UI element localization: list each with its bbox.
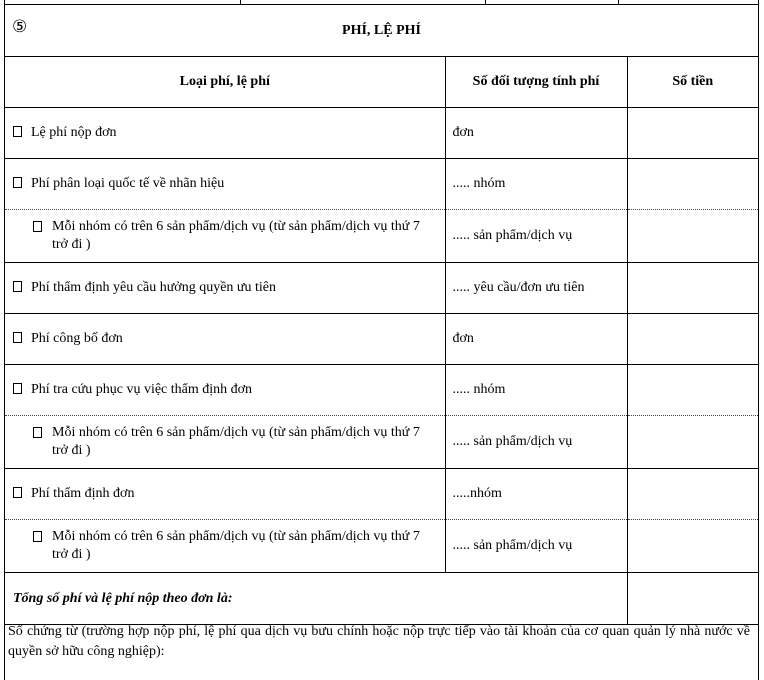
fee-count: ..... yêu cầu/đơn ưu tiên bbox=[445, 263, 627, 314]
table-row bbox=[5, 365, 758, 416]
section-number: ⑤ bbox=[12, 17, 28, 37]
fee-label-cell bbox=[5, 416, 445, 469]
fee-count: ..... nhóm bbox=[445, 159, 627, 210]
table-row bbox=[5, 108, 758, 159]
amount-cell[interactable] bbox=[627, 210, 758, 263]
fee-count: ..... sản phẩm/dịch vụ bbox=[445, 416, 627, 469]
amount-cell[interactable] bbox=[627, 416, 758, 469]
amount-cell[interactable] bbox=[627, 520, 758, 573]
fee-label: Lệ phí nộp đơn bbox=[31, 125, 117, 140]
total-label-cell bbox=[5, 573, 627, 625]
fee-label: Mỗi nhóm có trên 6 sản phẩm/dịch vụ (từ sản phẩm/dịch vụ thứ 7 trở đi ) bbox=[52, 219, 420, 252]
table-row bbox=[5, 263, 758, 314]
section-title: PHÍ, LỆ PHÍ bbox=[342, 23, 421, 38]
fee-count: ..... nhóm bbox=[445, 365, 627, 416]
fees-section bbox=[4, 4, 759, 680]
checkbox[interactable] bbox=[13, 332, 22, 343]
fee-label-cell bbox=[5, 159, 445, 210]
amount-cell[interactable] bbox=[627, 263, 758, 314]
header-fee-count: Số đối tượng tính phí bbox=[445, 57, 627, 108]
amount-cell[interactable] bbox=[627, 469, 758, 520]
section-header bbox=[5, 5, 758, 57]
table-row bbox=[5, 520, 758, 573]
table-header-row bbox=[5, 57, 758, 108]
fee-count: ..... sản phẩm/dịch vụ bbox=[445, 210, 627, 263]
total-row bbox=[5, 573, 758, 625]
checkbox[interactable] bbox=[13, 126, 22, 137]
fee-label: Mỗi nhóm có trên 6 sản phẩm/dịch vụ (từ sản phẩm/dịch vụ thứ 7 trở đi ) bbox=[52, 425, 420, 458]
fee-label: Phí công bố đơn bbox=[31, 331, 123, 346]
total-amount-cell[interactable] bbox=[627, 573, 758, 625]
table-row bbox=[5, 159, 758, 210]
fee-label: Phí phân loại quốc tế về nhãn hiệu bbox=[31, 176, 225, 191]
amount-cell[interactable] bbox=[627, 159, 758, 210]
fee-label-cell bbox=[5, 263, 445, 314]
fee-count: ..... sản phẩm/dịch vụ bbox=[445, 520, 627, 573]
fee-count: đơn bbox=[445, 314, 627, 365]
fee-label-cell bbox=[5, 210, 445, 263]
fee-label: Mỗi nhóm có trên 6 sản phẩm/dịch vụ (từ sản phẩm/dịch vụ thứ 7 trở đi ) bbox=[52, 529, 420, 562]
checkbox[interactable] bbox=[33, 221, 42, 232]
fees-table bbox=[5, 57, 758, 625]
checkbox[interactable] bbox=[33, 427, 42, 438]
amount-cell[interactable] bbox=[627, 365, 758, 416]
table-row bbox=[5, 469, 758, 520]
fee-label: Phí thẩm định đơn bbox=[31, 486, 135, 501]
total-label: Tổng số phí và lệ phí nộp theo đơn là: bbox=[13, 590, 233, 606]
fee-label-cell bbox=[5, 469, 445, 520]
amount-cell[interactable] bbox=[627, 108, 758, 159]
fee-label: Phí thẩm định yêu cầu hưởng quyền ưu tiên bbox=[31, 280, 276, 295]
table-row bbox=[5, 416, 758, 469]
checkbox[interactable] bbox=[13, 281, 22, 292]
checkbox[interactable] bbox=[13, 487, 22, 498]
fee-label-cell bbox=[5, 520, 445, 573]
header-fee-type: Loại phí, lệ phí bbox=[5, 57, 445, 108]
checkbox[interactable] bbox=[13, 383, 22, 394]
fee-count: .....nhóm bbox=[445, 469, 627, 520]
fee-label-cell bbox=[5, 108, 445, 159]
fee-count: đơn bbox=[445, 108, 627, 159]
fee-label: Phí tra cứu phục vụ việc thẩm định đơn bbox=[31, 382, 253, 397]
table-row bbox=[5, 210, 758, 263]
table-row bbox=[5, 314, 758, 365]
header-amount: Số tiền bbox=[627, 57, 758, 108]
checkbox[interactable] bbox=[13, 177, 22, 188]
document-number-note: Số chứng từ (trường hợp nộp phí, lệ phí qua dịch vụ bưu chính hoặc nộp trực tiếp vào tài khoản của cơ quan quản lý nhà nước về quyền sở hữu công nghiệp): bbox=[8, 624, 750, 659]
checkbox[interactable] bbox=[33, 531, 42, 542]
fee-label-cell bbox=[5, 314, 445, 365]
fee-label-cell bbox=[5, 365, 445, 416]
amount-cell[interactable] bbox=[627, 314, 758, 365]
